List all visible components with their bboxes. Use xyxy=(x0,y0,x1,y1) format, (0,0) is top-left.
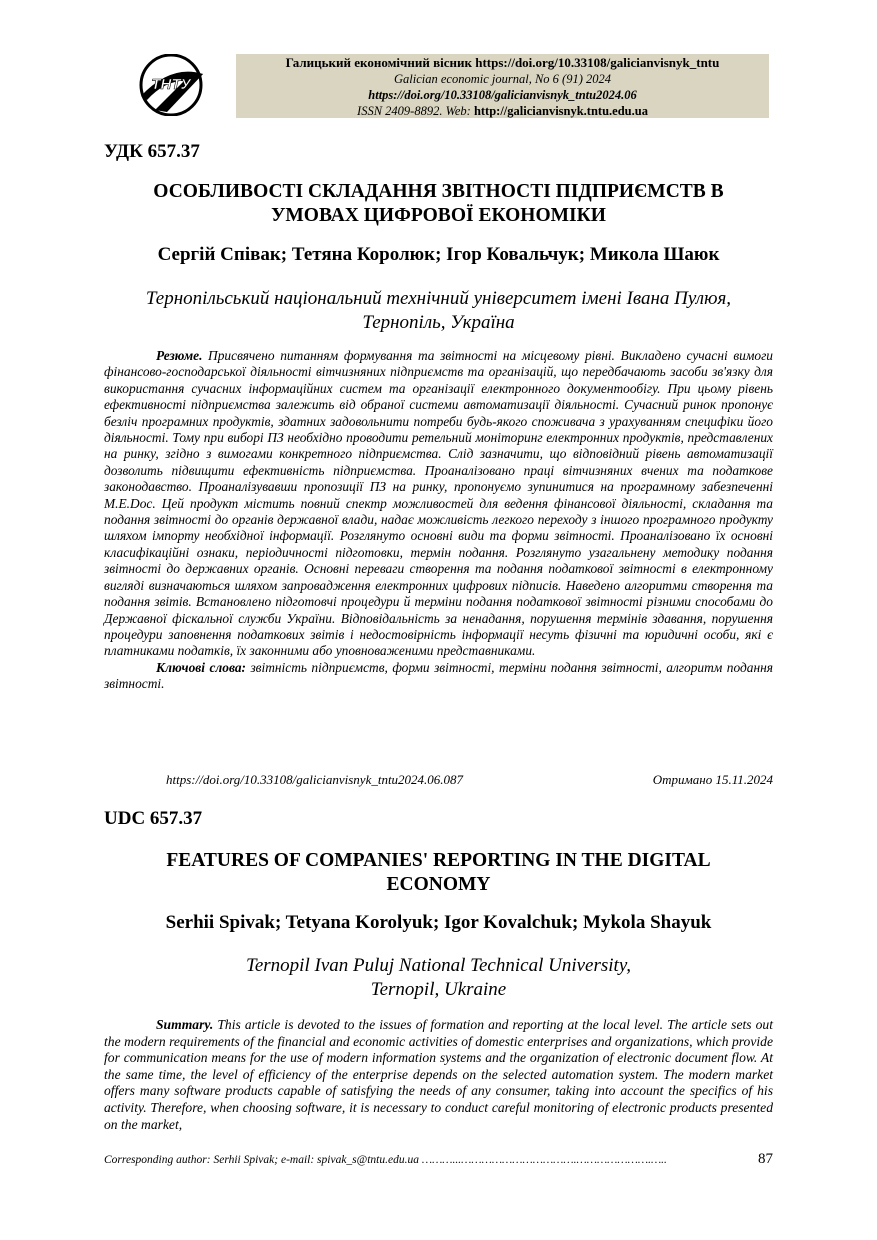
keywords-ua-text: звітність підприємств, форми звітності, терміни подання звітності, алгоритм подання звітності. xyxy=(104,659,773,692)
article-doi-link[interactable]: https://doi.org/10.33108/galicianvisnyk_tntu2024.06.087 xyxy=(166,772,464,787)
affiliation-ua xyxy=(104,287,773,335)
udc-ua: УДК 657.37 xyxy=(104,141,200,162)
summary-en-paragraph xyxy=(104,1017,773,1133)
udc-en: UDC 657.37 xyxy=(104,808,203,829)
summary-en-label: Summary. xyxy=(156,1017,214,1032)
authors-ua: Сергій Співак; Тетяна Королюк; Ігор Ковальчук; Микола Шаюк xyxy=(157,244,720,265)
summary-en xyxy=(104,1017,773,1133)
title-ua-line2: УМОВАХ ЦИФРОВОЇ ЕКОНОМІКИ xyxy=(271,205,606,226)
corresponding-author: Corresponding author: Serhii Spivak; e-mail: spivak_s@tntu.edu.ua ………...…………………………….………………….….. xyxy=(104,1154,667,1166)
title-en-line2: ECONOMY xyxy=(386,874,491,895)
abstract-ua xyxy=(104,348,773,693)
affiliation-ua-line1: Тернопільський національний технічний університет імені Івана Пулюя, xyxy=(145,288,732,309)
title-ua-line1: ОСОБЛИВОСТІ СКЛАДАННЯ ЗВІТНОСТІ ПІДПРИЄМСТВ В xyxy=(153,181,724,202)
title-ua xyxy=(104,180,773,228)
received-date: Отримано 15.11.2024 xyxy=(652,772,773,787)
logo-text: ТНТУ xyxy=(151,76,191,93)
keywords-ua-label: Ключові слова: xyxy=(156,659,246,675)
title-en-line1: FEATURES OF COMPANIES' REPORTING IN THE DIGITAL xyxy=(166,850,711,871)
journal-issn xyxy=(236,103,769,119)
keywords-ua xyxy=(104,660,773,693)
affiliation-en-line1: Ternopil Ivan Puluj National Technical University, xyxy=(246,955,631,976)
title-en xyxy=(104,849,773,897)
abstract-ua-text: Присвячено питанням формування та звітності на місцевому рівні. Викладено сучасні вимоги фінансово-господарської діяльності вітчизняних підприємств та організацій, що передбачають засоби зв'язку для використання сучасних інформаційних систем та організації електронного документообігу. При цьому рівень ефективності підприємства залежить від обраної системи автоматизації діяльності. Сучасний ринок пропонує безліч програмних продуктів, здатних задовольнити потреби будь-якого споживача з урахуванням специфіки його діяльності. Тому при виборі ПЗ необхідно проводити ретельний моніторинг електронних продуктів, представлених на ринку, згідно з вимогами конкретного підприємства. Слід зазначити, що відповідний рівень автоматизації дозволить підвищити ефективність підприємства. Проаналізовано праці вітчизняних вчених та податкове законодавство. Проаналізувавши пропозиції ПЗ на ринку, пропонуємо зупинитися на програмному забезпеченні M.E.Doc. Цей продукт містить повний спектр можливостей для ведення фінансової діяльності, складання та подання звітності до органів державної влади, надає можливість легкого переходу з іншого програмного продукту шляхом імпорту необхідної інформації. Розглянуто основні види та форми звітності. Проаналізовано їх основні класифікаційні ознаки, періодичності підготовки, термін подання. Розглянуто узагальнену методику подання звітності до державних органів. Основні переваги створення та подання податкової звітності в електронному вигляді визначаються шляхом запровадження електронних цифрових підписів. Наведено алгоритми створення та подання звітів. Встановлено підготовчі процедури й терміни подання податкової звітності різними способами до Державної фіскальної служби України. Відповідальність за ненадання, порушення термінів здавання, порушення процедури заповнення податкових звітів і недостовірність інформації несуть фізичні та юридичні особи, які є платниками податків, їх законними або уповноваженими представниками. xyxy=(104,348,773,659)
abstract-ua-paragraph xyxy=(104,348,773,660)
journal-issue-doi[interactable]: https://doi.org/10.33108/galicianvisnyk_tntu2024.06 xyxy=(368,88,637,102)
affiliation-ua-line2: Тернопіль, Україна xyxy=(362,312,515,333)
journal-info-box xyxy=(236,54,769,118)
journal-website-link[interactable]: http://galicianvisnyk.tntu.edu.ua xyxy=(473,104,648,118)
page-number: 87 xyxy=(758,1151,773,1167)
authors-en: Serhii Spivak; Tetyana Korolyuk; Igor Kovalchuk; Mykola Shayuk xyxy=(165,912,712,933)
affiliation-en-line2: Ternopil, Ukraine xyxy=(370,979,507,1000)
issn-text: ISSN 2409-8892. Web: xyxy=(357,104,474,118)
page-footer xyxy=(104,1151,773,1167)
abstract-ua-label: Резюме. xyxy=(156,348,203,363)
journal-issue: Galician economic journal, No 6 (91) 2024 xyxy=(394,72,611,86)
affiliation-en xyxy=(104,954,773,1002)
tntu-logo-icon xyxy=(133,54,209,116)
summary-en-text: This article is devoted to the issues of formation and reporting at the local level. The article sets out the modern requirements of the financial and economic activities of domestic enterprises and organizations, which provide for communication means for the use of modern information systems and the organization of electronic document flow. At the same time, the level of efficiency of the enterprise depends on the selected automation system. The modern market offers many software products capable of satisfying the needs of any consumer, taking into account the specifics of his activity. Therefore, when choosing software, it is necessary to conduct careful monitoring of electronic products presented on the market, xyxy=(104,1017,773,1132)
journal-title: Галицький економічний вісник https://doi.org/10.33108/galicianvisnyk_tntu xyxy=(285,55,720,70)
